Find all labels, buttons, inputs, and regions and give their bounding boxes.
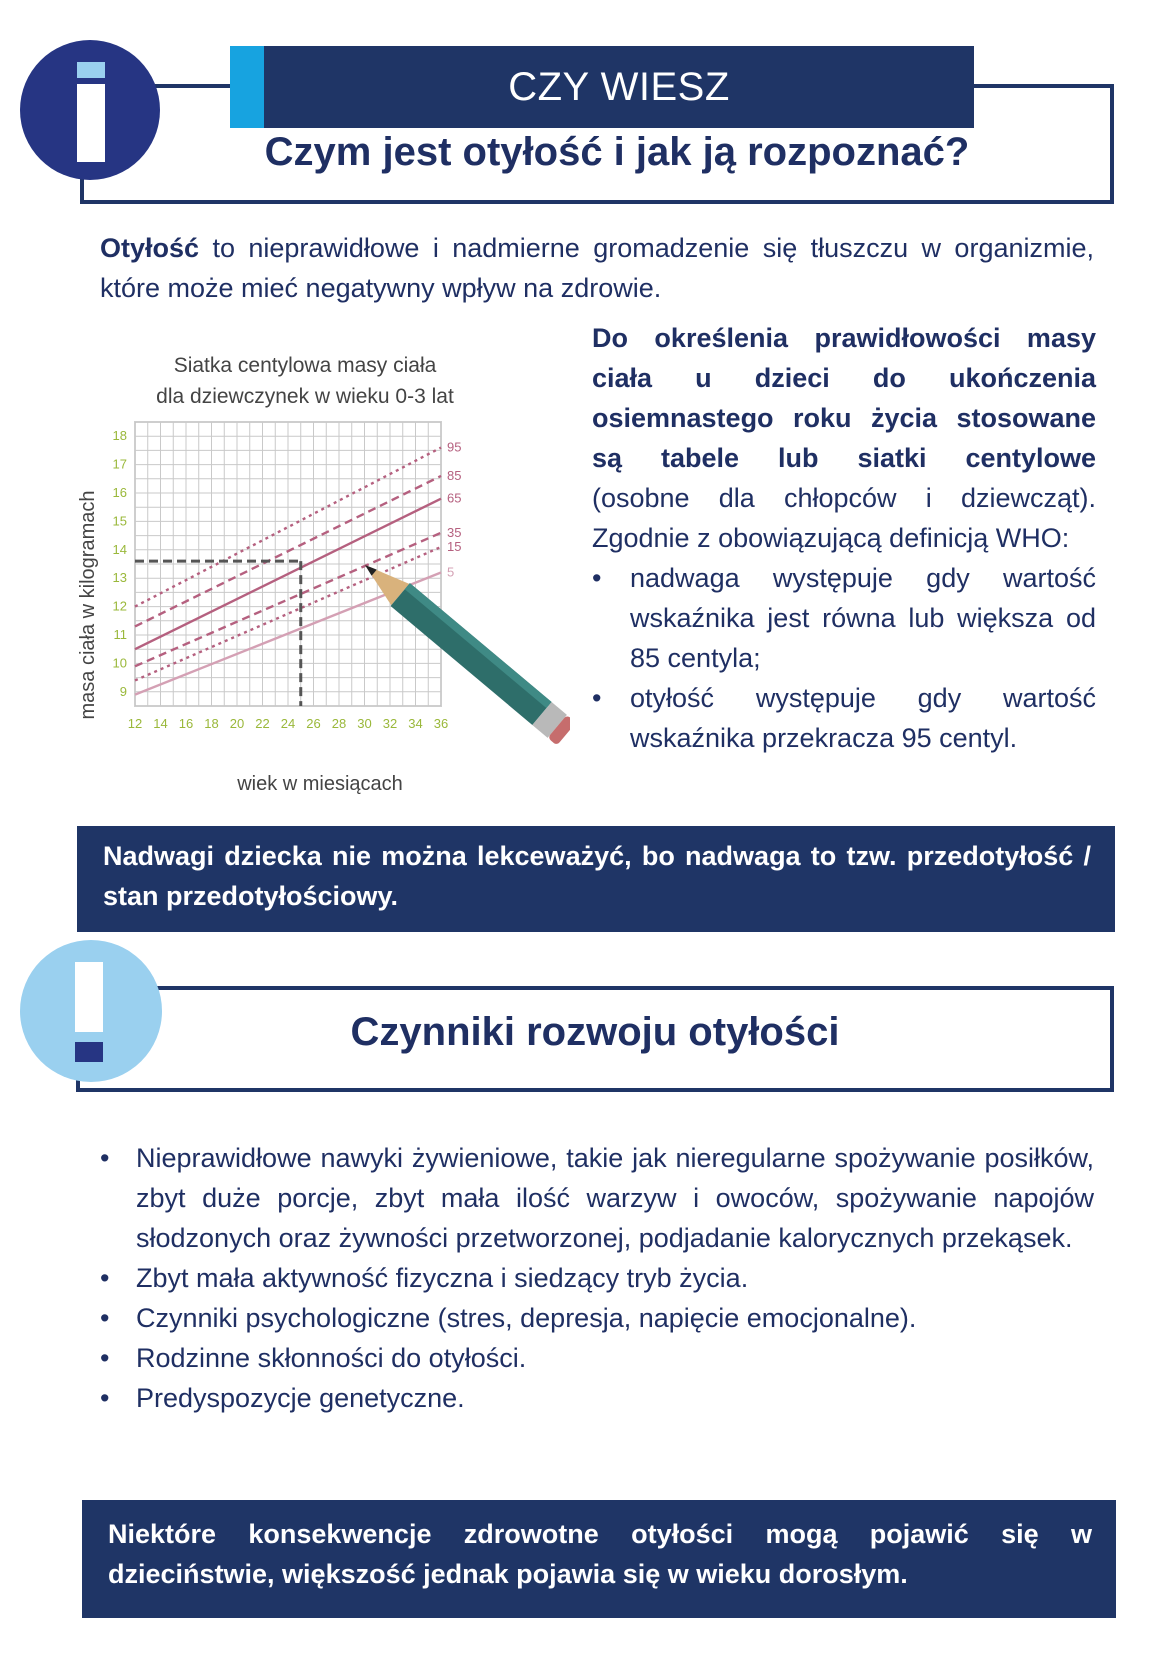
x-tick-label: 22 bbox=[255, 716, 270, 731]
intro-term: Otyłość bbox=[100, 233, 200, 263]
chart-title-line1: Siatka centylowa masy ciała bbox=[173, 354, 437, 377]
y-axis-label: masa ciała w kilogramach bbox=[77, 490, 99, 720]
x-tick-label: 12 bbox=[127, 716, 143, 731]
series-labels bbox=[447, 440, 461, 580]
series-label-95: 95 bbox=[447, 439, 462, 455]
exclamation-icon-dot bbox=[75, 1042, 103, 1062]
series-label-65: 65 bbox=[447, 490, 462, 506]
y-tick-label: 12 bbox=[112, 598, 127, 614]
list-item: • Rodzinne skłonności do otyłości. bbox=[100, 1338, 1094, 1378]
centile-normal-text: (osobne dla chłopców i dziewcząt). Zgodnie z obowiązującą definicją WHO: bbox=[592, 483, 1096, 553]
x-tick-label: 34 bbox=[408, 716, 423, 731]
factors-list bbox=[100, 1138, 1094, 1418]
list-item: • Zbyt mała aktywność fizyczna i siedzący tryb życia. bbox=[100, 1258, 1094, 1298]
centile-description bbox=[592, 318, 1096, 758]
overweight-banner: Nadwagi dziecka nie można lekceważyć, bo nadwaga to tzw. przedotyłość / stan przedotyłościowy. bbox=[77, 826, 1115, 932]
x-tick-label: 30 bbox=[357, 716, 372, 731]
y-tick-label: 14 bbox=[112, 541, 127, 557]
y-tick-label: 15 bbox=[112, 513, 127, 529]
consequences-banner: Niektóre konsekwencje zdrowotne otyłości mogą pojawić się w dzieciństwie, większość jednak pojawia się w wieku dorosłym. bbox=[82, 1500, 1116, 1618]
chart-title-line2: dla dziewczynek w wieku 0-3 lat bbox=[156, 385, 454, 408]
section-title: Czynniki rozwoju otyłości bbox=[350, 1010, 840, 1054]
x-tick-label: 16 bbox=[178, 716, 194, 731]
header-accent bbox=[230, 46, 264, 128]
x-tick-label: 20 bbox=[229, 716, 245, 731]
x-axis-label: wiek w miesiącach bbox=[237, 773, 403, 795]
y-tick-label: 10 bbox=[112, 655, 127, 671]
list-item: • Predyspozycje genetyczne. bbox=[100, 1378, 1094, 1418]
chart-grid bbox=[135, 422, 441, 706]
centile-bold-text: Do określenia prawidłowości masy ciała u dzieci do ukończenia osiemnastego roku życia stosowane są tabele lub siatki centylowe bbox=[592, 323, 1096, 473]
list-item: • nadwaga występuje gdy wartość wskaźnika jest równa lub większa od 85 centyla; bbox=[592, 558, 1096, 678]
x-tick-label: 24 bbox=[280, 716, 296, 731]
x-tick-label: 32 bbox=[382, 716, 398, 731]
list-item: • Nieprawidłowe nawyki żywieniowe, takie jak nieregularne spożywanie posiłków, zbyt duże porcje, zbyt mała ilość warzyw i owoców, spożywanie napojów słodzonych oraz żywności przetworzonej, podjadanie kalorycznych przekąsek. bbox=[100, 1138, 1094, 1258]
list-item: • otyłość występuje gdy wartość wskaźnika przekracza 95 centyl. bbox=[592, 678, 1096, 758]
y-tick-label: 18 bbox=[112, 428, 127, 444]
series-label-85: 85 bbox=[447, 467, 462, 483]
y-tick-label: 11 bbox=[113, 627, 127, 642]
y-tick-labels bbox=[113, 428, 127, 699]
series-label-15: 15 bbox=[447, 538, 462, 554]
x-tick-label: 36 bbox=[433, 716, 449, 731]
y-tick-label: 9 bbox=[119, 683, 127, 699]
x-tick-labels bbox=[128, 716, 448, 731]
series-label-35: 35 bbox=[447, 524, 462, 540]
y-tick-label: 17 bbox=[112, 456, 127, 472]
x-tick-label: 14 bbox=[153, 716, 168, 731]
page-title: Czym jest otyłość i jak ją rozpoznać? bbox=[264, 130, 970, 174]
header-band-label: CZY WIESZ bbox=[508, 65, 730, 109]
intro-definition: to nieprawidłowe i nadmierne gromadzenie się tłuszczu w organizmie, które może mieć negatywny wpływ na zdrowie. bbox=[100, 233, 1094, 303]
exclamation-icon-bar bbox=[75, 962, 103, 1032]
x-tick-label: 18 bbox=[204, 716, 219, 731]
y-tick-label: 16 bbox=[112, 485, 127, 500]
list-item: • Czynniki psychologiczne (stres, depresja, napięcie emocjonalne). bbox=[100, 1298, 1094, 1338]
info-icon-dot bbox=[77, 62, 105, 78]
y-tick-label: 13 bbox=[112, 570, 127, 586]
chart-title bbox=[90, 350, 520, 412]
x-tick-label: 26 bbox=[306, 716, 321, 731]
who-definition-list bbox=[592, 558, 1096, 758]
info-icon-bar bbox=[77, 84, 105, 162]
series-label-5: 5 bbox=[447, 564, 455, 580]
x-tick-label: 28 bbox=[331, 716, 347, 731]
intro-paragraph bbox=[100, 228, 1094, 308]
centile-chart bbox=[70, 410, 570, 810]
